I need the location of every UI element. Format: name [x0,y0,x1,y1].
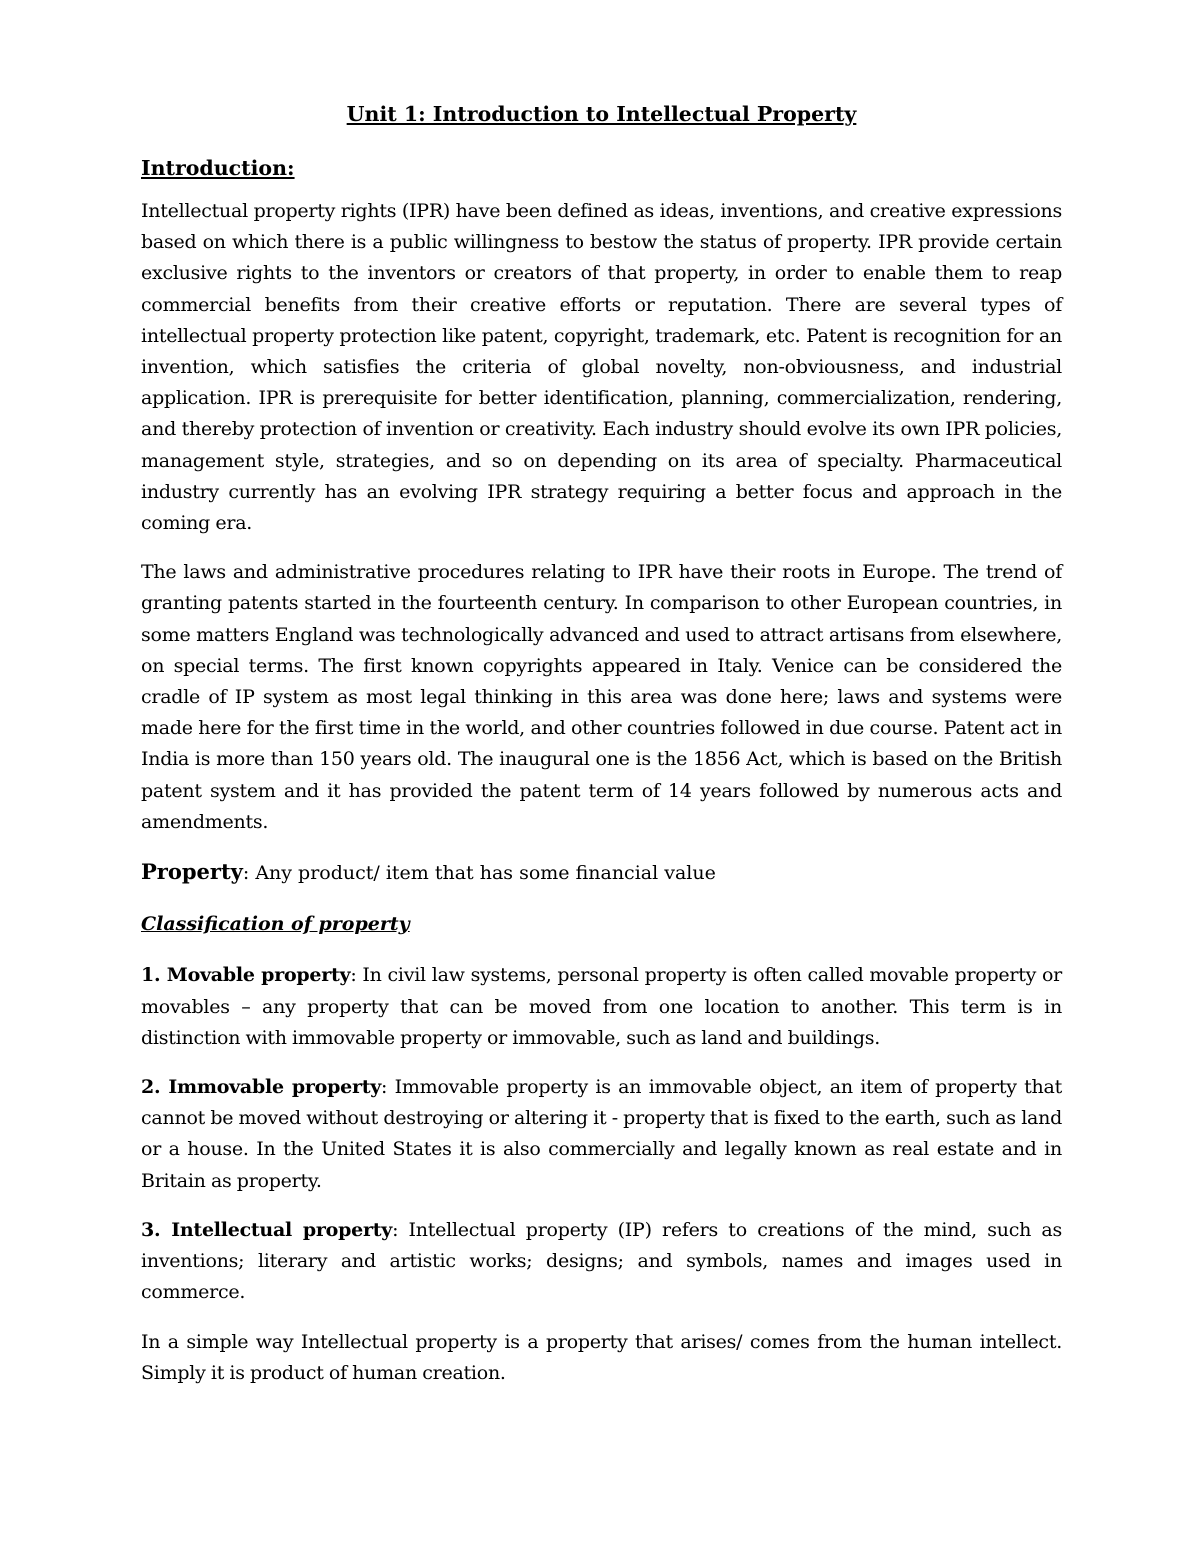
movable-property-term: 1. Movable property [141,964,351,987]
intellectual-property-item [141,1215,1062,1309]
closing-paragraph: In a simple way Intellectual property is a property that arises/ comes from the human intellect. Simply it is product of human creation. [141,1330,1062,1384]
property-term: Property [141,859,243,885]
classification-heading: Classification of property [141,913,410,936]
movable-property-item [141,960,1062,1054]
property-definition: : Any product/ item that has some financial value [242,862,716,885]
document-page [141,100,1062,1389]
document-title: Unit 1: Introduction to Intellectual Property [346,102,857,126]
intro-paragraph-2: The laws and administrative procedures relating to IPR have their roots in Europe. The trend of granting patents started in the fourteenth century. In comparison to other European countries, in some matters England was technologically advanced and used to attract artisans from elsewhere, on special terms. The first known copyrights appeared in Italy. Venice can be considered the cradle of IP system as most legal thinking in this area was done here; laws and systems were made here for the first time in the world, and other countries followed in due course. Patent act in India is more than 150 years old. The inaugural one is the 1856 Act, which is based on the British patent system and it has provided the patent term of 14 years followed by numerous acts and amendments. [141,561,1062,833]
intellectual-property-term: 3. Intellectual property [141,1218,393,1241]
intro-heading: Introduction: [141,156,295,180]
intro-paragraph-1: Intellectual property rights (IPR) have been defined as ideas, inventions, and creative expressions based on which there is a public willingness to bestow the status of property. IPR provide certain exclusive rights to the inventors or creators of that property, in order to enable them to reap commercial benefits from their creative efforts or reputation. There are several types of intellectual property protection like patent, copyright, trademark, etc. Patent is recognition for an invention, which satisfies the criteria of global novelty, non-obviousness, and industrial application. IPR is prerequisite for better identification, planning, commercialization, rendering, and thereby protection of invention or creativity. Each industry should evolve its own IPR policies, management style, strategies, and so on depending on its area of specialty. Pharmaceutical industry currently has an evolving IPR strategy requiring a better focus and approach in the coming era. [141,200,1062,535]
immovable-property-text: : Immovable property is an immovable object, an item of property that cannot be moved without destroying or altering it - property that is fixed to the earth, such as land or a house. In the United States it is also commercially and legally known as real estate and in Britain as property. [141,1076,1062,1192]
immovable-property-term: 2. Immovable property [141,1076,382,1099]
movable-property-text: : In civil law systems, personal property is often called movable property or movables – any property that can be moved from one location to another. This term is in distinction with immovable property or immovable, such as land and buildings. [141,964,1062,1049]
immovable-property-item [141,1072,1062,1197]
intellectual-property-text: : Intellectual property (IP) refers to creations of the mind, such as inventions; literary and artistic works; designs; and symbols, names and images used in commerce. [141,1218,1063,1304]
property-definition-line [141,856,1062,889]
